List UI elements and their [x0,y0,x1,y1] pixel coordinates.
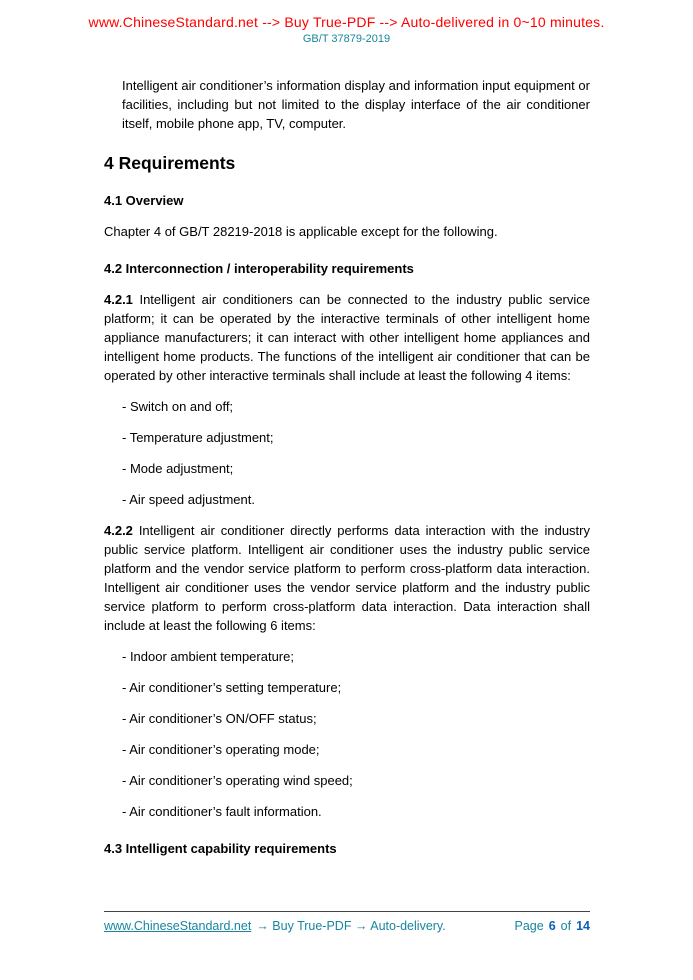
list-item-mode: - Mode adjustment; [122,461,234,476]
footer-site-link[interactable]: www.ChineseStandard.net [104,919,252,933]
paragraph-4-2-2 [104,521,590,635]
clause-text-4-2-2: Intelligent air conditioner directly performs data interaction with the industry public service platform. Intelligent air conditioner uses the industry public service platform and the vendor service platform to perform cross-platform data interaction. Intelligent air conditioner uses the vendor service platform and the industry public service platform to perform cross-platform data interaction. Data interaction shall include at least the following 6 items: [104,523,590,633]
list-item-operating-mode: - Air conditioner’s operating mode; [122,742,320,757]
footer [104,919,590,933]
list-item-operating-wind-speed: - Air conditioner’s operating wind speed; [122,773,353,788]
page-label: Page [514,919,544,933]
page-content [104,76,590,858]
clause-number-4-2-2: 4.2.2 [104,523,133,538]
page-current: 6 [548,919,556,933]
footer-left [104,919,446,933]
subsection-heading-4-3: 4.3 Intelligent capability requirements [104,841,337,856]
list-item-temperature: - Temperature adjustment; [122,430,274,445]
paragraph-4-2-1 [104,290,590,385]
intro-paragraph: Intelligent air conditioner’s information display and information input equipment or facilities, including but not limited to the display interface of the air conditioner itself, mobile phone app, TV, computer. [122,78,590,131]
subsection-heading-4-2: 4.2 Interconnection / interoperability requirements [104,261,414,276]
list-item-fault-information: - Air conditioner’s fault information. [122,804,322,819]
clause-number-4-2-1: 4.2.1 [104,292,133,307]
page-indicator [515,919,591,933]
clause-text-4-2-1: Intelligent air conditioners can be connected to the industry public service platform; it can be operated by the interactive terminals of other intelligent home appliance manufacturers; it can interact with other intelligent home appliances and intelligent home products. The functions of the intelligent air conditioner that can be operated by other interactive terminals shall include at least the following 4 items: [104,292,590,383]
section-heading-4: 4 Requirements [104,153,236,173]
list-item-setting-temperature: - Air conditioner’s setting temperature; [122,680,342,695]
page-total: 14 [576,919,590,933]
header-banner: www.ChineseStandard.net --> Buy True-PDF --> Auto-delivered in 0~10 minutes. [88,14,605,30]
standard-number: GB/T 37879-2019 [302,33,391,45]
list-item-indoor-temperature: - Indoor ambient temperature; [122,649,294,664]
page-of-label: of [560,919,572,933]
list-item-air-speed: - Air speed adjustment. [122,492,255,507]
paragraph-4-1: Chapter 4 of GB/T 28219-2018 is applicable except for the following. [104,224,498,239]
list-item-switch: - Switch on and off; [122,399,234,414]
list-item-onoff-status: - Air conditioner’s ON/OFF status; [122,711,317,726]
footer-tagline: → Buy True-PDF → Auto-delivery. [256,919,446,933]
footer-divider [104,911,590,912]
subsection-heading-4-1: 4.1 Overview [104,193,184,208]
